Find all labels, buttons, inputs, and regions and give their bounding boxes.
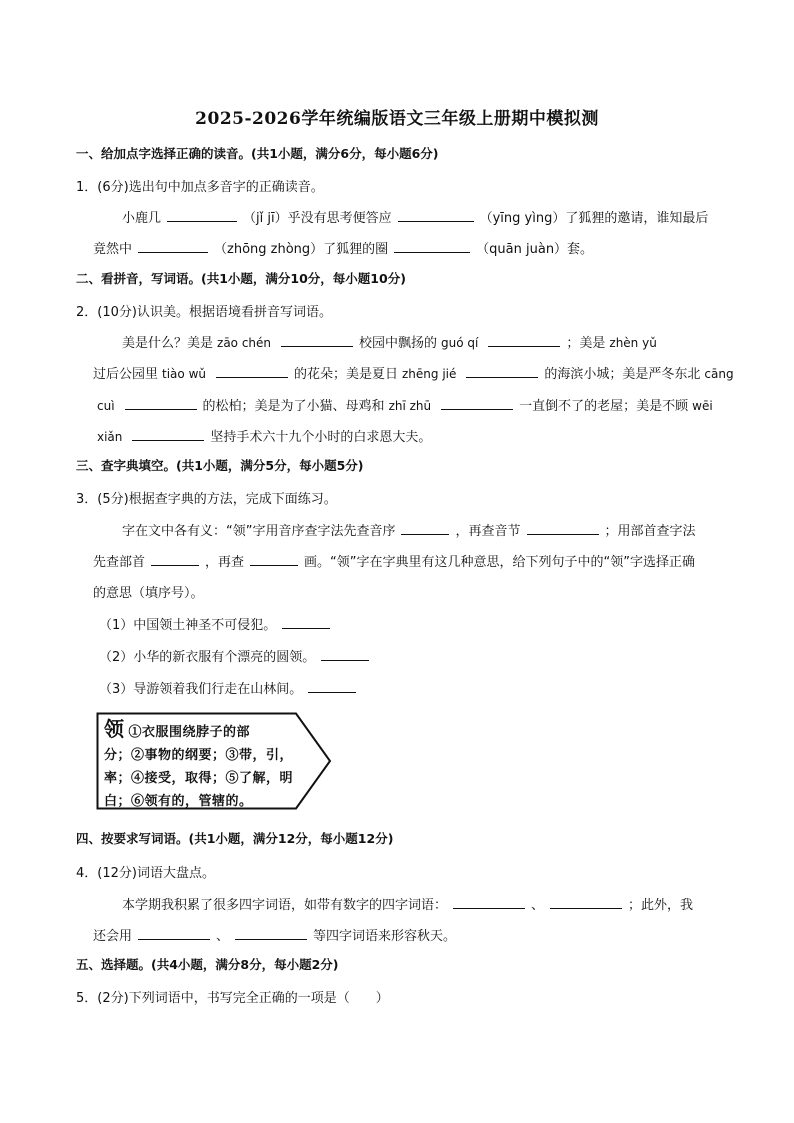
pinyin: cuì: [97, 399, 115, 413]
answer-blank[interactable]: [138, 927, 210, 940]
card-headword: 领: [104, 717, 125, 741]
question-text: 根据查字典的方法，完成下面练习。: [128, 492, 337, 507]
card-line-2: 分；②事物的纲要；③带，引，: [104, 748, 294, 763]
answer-blank[interactable]: [321, 648, 369, 661]
dictionary-card: [96, 712, 332, 810]
answer-blank[interactable]: [401, 522, 449, 535]
pinyin: cāng: [704, 367, 734, 381]
pinyin: wēi: [692, 399, 713, 413]
q3-line-1: 字在文中各有义：“领”字用音序查字法先查音序 ，再查音节 ；用部首查字法: [122, 524, 696, 539]
question-2: [76, 301, 332, 320]
section-4-heading: 四、按要求写词语。(共1小题，满分12分，每小题12分): [76, 831, 394, 846]
question-text: 认识美。根据语境看拼音写词语。: [136, 305, 332, 320]
pinyin: zhèn yǔ: [609, 336, 657, 350]
pinyin: zhēng jié: [402, 367, 457, 381]
question-number: 2．(10分): [76, 305, 137, 320]
answer-blank[interactable]: [235, 927, 307, 940]
answer-blank[interactable]: [466, 365, 538, 378]
answer-blank[interactable]: [250, 553, 298, 566]
q3-item-3: （3）导游领着我们行走在山林间。: [99, 678, 362, 697]
pinyin: zhī zhū: [388, 399, 432, 413]
question-number: 4．(12分): [76, 866, 137, 881]
pinyin: zāo chén: [217, 336, 272, 350]
answer-blank[interactable]: [488, 334, 560, 347]
q3-line-3: 的意思（填序号）。: [93, 586, 204, 601]
card-line-4: 白；⑥领有的，管辖的。: [104, 794, 253, 809]
section-3-heading: 三、查字典填空。(共1小题，满分5分，每小题5分): [76, 458, 364, 473]
answer-blank[interactable]: [550, 896, 622, 909]
answer-blank[interactable]: [453, 896, 525, 909]
answer-blank[interactable]: [527, 522, 599, 535]
answer-blank[interactable]: [151, 553, 199, 566]
q4-line-1: 本学期我积累了很多四字词语，如带有数字的四字词语： 、 ；此外，我: [122, 898, 694, 913]
pinyin: tiào wǔ: [162, 367, 206, 381]
question-number: 5．(2分): [76, 991, 129, 1006]
q2-line-4: xiǎn 坚持手术六十九个小时的白求恩大夫。: [97, 430, 432, 445]
section-5-heading: 五、选择题。(共4小题，满分8分，每小题2分): [76, 957, 339, 972]
question-4: [76, 862, 215, 881]
answer-blank[interactable]: [138, 240, 208, 253]
q3-item-1: （1）中国领土神圣不可侵犯。: [99, 614, 336, 633]
q1-line-1: 小鹿几 （jǐ jī）乎没有思考便答应 （yīng yìng）了狐狸的邀请，谁知最后: [122, 211, 709, 226]
section-2-heading: 二、看拼音，写词语。(共1小题，满分10分，每小题10分): [76, 271, 406, 286]
question-text: 选出句中加点多音字的正确读音。: [128, 180, 324, 195]
answer-blank[interactable]: [282, 616, 330, 629]
answer-blank[interactable]: [167, 209, 237, 222]
card-line-1: 领 ①衣服围绕脖子的部: [104, 717, 251, 741]
q1-line-2: 竟然中 （zhōng zhòng）了狐狸的圈 （quān juàn）套。: [93, 242, 594, 257]
answer-blank[interactable]: [308, 680, 356, 693]
q2-line-2: 过后公园里 tiào wǔ 的花朵；美是夏日 zhēng jié 的海滨小城；美是严冬东北 cāng: [93, 367, 734, 382]
answer-blank[interactable]: [216, 365, 288, 378]
answer-blank[interactable]: [398, 209, 474, 222]
q3-line-2: 先查部首 ，再查 画。“领”字在字典里有这几种意思，给下列句子中的“领”字选择正确: [93, 555, 695, 570]
question-text: 下列词语中，书写完全正确的一项是（ ）: [128, 991, 389, 1006]
pinyin: guó qí: [441, 336, 479, 350]
answer-blank[interactable]: [132, 428, 204, 441]
q2-line-1: 美是什么？美是 zāo chén 校园中飘扬的 guó qí ；美是 zhèn yǔ: [122, 336, 657, 351]
answer-blank[interactable]: [394, 240, 470, 253]
q3-item-2: （2）小华的新衣服有个漂亮的圆领。: [99, 646, 375, 665]
page-title: 2025-2026学年统编版语文三年级上册期中模拟测: [195, 109, 599, 129]
question-1: [76, 176, 324, 195]
question-number: 3．(5分): [76, 492, 129, 507]
question-5: [76, 987, 389, 1006]
answer-blank[interactable]: [125, 397, 197, 410]
answer-blank[interactable]: [281, 334, 353, 347]
answer-blank[interactable]: [441, 397, 513, 410]
card-line-3: 率；④接受，取得；⑤了解，明: [104, 771, 294, 786]
section-1-heading: 一、给加点字选择正确的读音。(共1小题，满分6分，每小题6分): [76, 146, 439, 161]
question-3: [76, 488, 337, 507]
q4-line-2: 还会用 、 等四字词语来形容秋天。: [93, 929, 457, 944]
question-text: 词语大盘点。: [136, 866, 215, 881]
q2-line-3: cuì 的松柏；美是为了小猫、母鸡和 zhī zhū 一直倒不了的老屋；美是不顾 wēi: [97, 399, 713, 414]
question-number: 1．(6分): [76, 180, 129, 195]
pinyin: xiǎn: [97, 430, 123, 444]
